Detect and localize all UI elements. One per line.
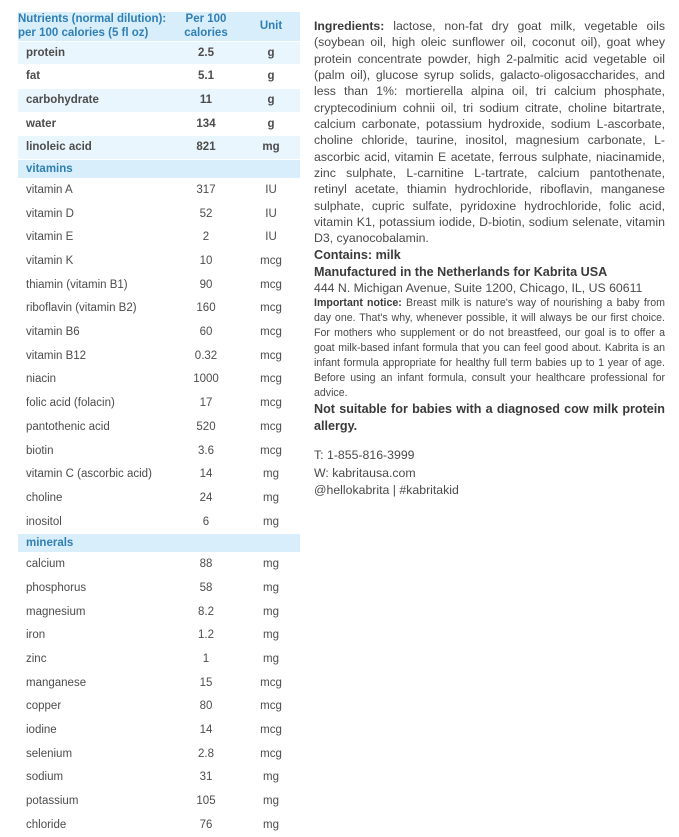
cell-nutrient-unit: IU [242, 179, 300, 203]
cell-nutrient-value: 8.2 [170, 600, 242, 624]
cell-nutrient-unit: mg [242, 647, 300, 671]
cell-nutrient-value: 3.6 [170, 439, 242, 463]
contact-social[interactable]: @hellokabrita | #kabritakid [314, 483, 459, 498]
cell-nutrient-unit: g [242, 112, 300, 136]
cell-nutrient-unit: g [242, 65, 300, 89]
cell-nutrient-value: 2.5 [170, 41, 242, 65]
cell-nutrient-name: zinc [18, 647, 170, 671]
table-row [18, 41, 300, 65]
cell-nutrient-value: 76 [170, 813, 242, 837]
column-header-unit: Unit [242, 12, 300, 41]
cell-nutrient-unit: mcg [242, 718, 300, 742]
cell-nutrient-value: 6 [170, 510, 242, 534]
table-row [18, 297, 300, 321]
cell-nutrient-name: thiamin (vitamin B1) [18, 273, 170, 297]
cell-nutrient-name: potassium [18, 789, 170, 813]
cell-nutrient-name: riboflavin (vitamin B2) [18, 297, 170, 321]
cell-nutrient-unit: mg [242, 463, 300, 487]
cell-nutrient-name: calcium [18, 553, 170, 577]
cell-nutrient-value: 10 [170, 250, 242, 274]
cell-nutrient-name: folic acid (folacin) [18, 392, 170, 416]
table-row [18, 813, 300, 837]
cell-nutrient-value: 520 [170, 415, 242, 439]
cell-nutrient-value: 1.2 [170, 624, 242, 648]
table-row [18, 463, 300, 487]
cell-nutrient-unit: mg [242, 486, 300, 510]
table-row [18, 742, 300, 766]
cell-nutrient-unit: mcg [242, 415, 300, 439]
nutrition-table-column [18, 12, 300, 831]
cell-nutrient-value: 80 [170, 695, 242, 719]
ingredients-column [314, 12, 665, 669]
cell-nutrient-value: 14 [170, 463, 242, 487]
cell-nutrient-name: copper [18, 695, 170, 719]
cell-nutrient-name: vitamin B12 [18, 344, 170, 368]
cell-nutrient-value: 2.8 [170, 742, 242, 766]
cell-nutrient-value: 134 [170, 112, 242, 136]
table-row [18, 600, 300, 624]
table-row [18, 439, 300, 463]
contact-block [314, 447, 665, 499]
allergy-warning: Not suitable for babies with a diagnosed cow milk protein allergy. [314, 402, 665, 433]
important-notice-body: Breast milk is nature's way of nourishing a baby from day one. That's why, whenever possible, it will always be our first choice. For mothers who supplement or do not breastfeed, our goal is to offer a goat milk-based infant formula that you can feel good about. Kabrita is an infant formula appropriate for healthy full term babies up to 1 year of age. Before using an infant formula, consult your healthcare professional for advice. [314, 297, 666, 400]
important-notice [314, 296, 665, 401]
cell-nutrient-value: 88 [170, 553, 242, 577]
table-row [18, 65, 300, 89]
cell-nutrient-value: 2 [170, 226, 242, 250]
cell-nutrient-name: sodium [18, 766, 170, 790]
cell-nutrient-unit: mcg [242, 439, 300, 463]
cell-nutrient-unit: g [242, 41, 300, 65]
table-row [18, 766, 300, 790]
cell-nutrient-value: 0.32 [170, 344, 242, 368]
cell-nutrient-value: 14 [170, 718, 242, 742]
table-row [18, 226, 300, 250]
cell-nutrient-unit: IU [242, 202, 300, 226]
cell-nutrient-unit: mcg [242, 392, 300, 416]
table-row [18, 179, 300, 203]
cell-nutrient-value: 90 [170, 273, 242, 297]
cell-nutrient-unit: mg [242, 600, 300, 624]
cell-nutrient-value: 17 [170, 392, 242, 416]
column-header-nutrient: Nutrients (normal dilution): per 100 calories (5 fl oz) [18, 12, 170, 41]
important-notice-label: Important notice: [314, 297, 402, 310]
cell-nutrient-name: fat [18, 65, 170, 89]
table-row [18, 136, 300, 160]
cell-nutrient-value: 58 [170, 576, 242, 600]
cell-nutrient-name: linoleic acid [18, 136, 170, 160]
table-row [18, 202, 300, 226]
table-row [18, 553, 300, 577]
cell-nutrient-unit: mg [242, 510, 300, 534]
contact-website[interactable]: W: kabritausa.com [314, 465, 416, 480]
cell-nutrient-value: 317 [170, 179, 242, 203]
cell-nutrient-unit: IU [242, 226, 300, 250]
manufacturer-address: 444 N. Michigan Avenue, Suite 1200, Chicago, IL, US 60611 [314, 280, 643, 295]
contact-phone: T: 1-855-816-3999 [314, 448, 415, 463]
table-row [18, 671, 300, 695]
cell-nutrient-unit: mcg [242, 321, 300, 345]
table-row [18, 647, 300, 671]
cell-nutrient-name: carbohydrate [18, 89, 170, 113]
ingredients-label: Ingredients: [314, 19, 385, 33]
cell-nutrient-unit: mcg [242, 344, 300, 368]
table-row [18, 624, 300, 648]
cell-nutrient-value: 1000 [170, 368, 242, 392]
table-row [18, 250, 300, 274]
table-row [18, 695, 300, 719]
table-row [18, 789, 300, 813]
table-row [18, 344, 300, 368]
cell-nutrient-value: 5.1 [170, 65, 242, 89]
cell-nutrient-name: chloride [18, 813, 170, 837]
cell-nutrient-unit: mg [242, 624, 300, 648]
cell-nutrient-value: 31 [170, 766, 242, 790]
cell-nutrient-name: niacin [18, 368, 170, 392]
cell-nutrient-name: protein [18, 41, 170, 65]
cell-nutrient-unit: mg [242, 789, 300, 813]
table-row [18, 486, 300, 510]
cell-nutrient-name: vitamin D [18, 202, 170, 226]
table-section-label: minerals [18, 534, 300, 553]
cell-nutrient-unit: mcg [242, 368, 300, 392]
cell-nutrient-name: vitamin B6 [18, 321, 170, 345]
cell-nutrient-unit: mcg [242, 297, 300, 321]
cell-nutrient-unit: mcg [242, 273, 300, 297]
cell-nutrient-value: 105 [170, 789, 242, 813]
manufacturer-line: Manufactured in the Netherlands for Kabrita USA [314, 264, 608, 279]
cell-nutrient-name: water [18, 112, 170, 136]
table-row [18, 368, 300, 392]
cell-nutrient-value: 52 [170, 202, 242, 226]
cell-nutrient-unit: mcg [242, 671, 300, 695]
table-row [18, 576, 300, 600]
table-row [18, 718, 300, 742]
cell-nutrient-unit: mcg [242, 250, 300, 274]
table-section-row [18, 160, 300, 179]
table-section-label: vitamins [18, 160, 300, 179]
table-header-row [18, 12, 300, 41]
cell-nutrient-name: vitamin E [18, 226, 170, 250]
cell-nutrient-name: vitamin A [18, 179, 170, 203]
cell-nutrient-unit: mcg [242, 695, 300, 719]
cell-nutrient-name: vitamin K [18, 250, 170, 274]
table-row [18, 273, 300, 297]
table-row [18, 112, 300, 136]
cell-nutrient-value: 60 [170, 321, 242, 345]
cell-nutrient-name: phosphorus [18, 576, 170, 600]
cell-nutrient-unit: g [242, 89, 300, 113]
ingredients-paragraph [314, 18, 665, 247]
cell-nutrient-value: 15 [170, 671, 242, 695]
cell-nutrient-name: iron [18, 624, 170, 648]
table-row [18, 415, 300, 439]
cell-nutrient-value: 821 [170, 136, 242, 160]
cell-nutrient-value: 160 [170, 297, 242, 321]
cell-nutrient-unit: mg [242, 576, 300, 600]
cell-nutrient-unit: mg [242, 813, 300, 837]
column-header-per-100-calories: Per 100 calories [170, 12, 242, 41]
cell-nutrient-name: selenium [18, 742, 170, 766]
contains-statement: Contains: milk [314, 247, 401, 262]
table-section-row [18, 534, 300, 553]
cell-nutrient-unit: mg [242, 766, 300, 790]
cell-nutrient-name: magnesium [18, 600, 170, 624]
cell-nutrient-unit: mcg [242, 742, 300, 766]
ingredients-body: lactose, non-fat dry goat milk, vegetable oils (soybean oil, high oleic sunflower oil, coconut oil), goat whey protein concentrate powder, high 2-palmitic acid vegetable oil (palm oil), glucose syrup solids, galacto-oligosaccharides, and less than 1%: mortierella alpina oil, tri calcium phosphate, cryptecodinium cohnii oil, tri sodium citrate, choline bitartrate, calcium carbonate, potassium hydroxide, sodium L-ascorbate, choline chloride, taurine, inositol, magnesium carbonate, L-ascorbic acid, vitamin E acetate, ferrous sulphate, niacinamide, zinc sulphate, L-carnitine L-tartrate, calcium pantothenate, retinyl acetate, thiamin hydrochloride, riboflavin, manganese sulphate, cupric sulfate, pyridoxine hydrochloride, folic acid, vitamin K1, potassium iodide, D-biotin, sodium selenate, vitamin D3, cyanocobalamin. [314, 19, 665, 246]
cell-nutrient-unit: mg [242, 553, 300, 577]
table-row [18, 321, 300, 345]
cell-nutrient-name: pantothenic acid [18, 415, 170, 439]
cell-nutrient-name: manganese [18, 671, 170, 695]
table-row [18, 510, 300, 534]
cell-nutrient-name: biotin [18, 439, 170, 463]
table-row [18, 392, 300, 416]
cell-nutrient-value: 11 [170, 89, 242, 113]
cell-nutrient-name: choline [18, 486, 170, 510]
cell-nutrient-name: iodine [18, 718, 170, 742]
cell-nutrient-value: 24 [170, 486, 242, 510]
table-body [18, 41, 300, 837]
cell-nutrient-value: 1 [170, 647, 242, 671]
nutrition-table [18, 12, 300, 837]
cell-nutrient-name: vitamin C (ascorbic acid) [18, 463, 170, 487]
table-row [18, 89, 300, 113]
cell-nutrient-unit: mg [242, 136, 300, 160]
cell-nutrient-name: inositol [18, 510, 170, 534]
